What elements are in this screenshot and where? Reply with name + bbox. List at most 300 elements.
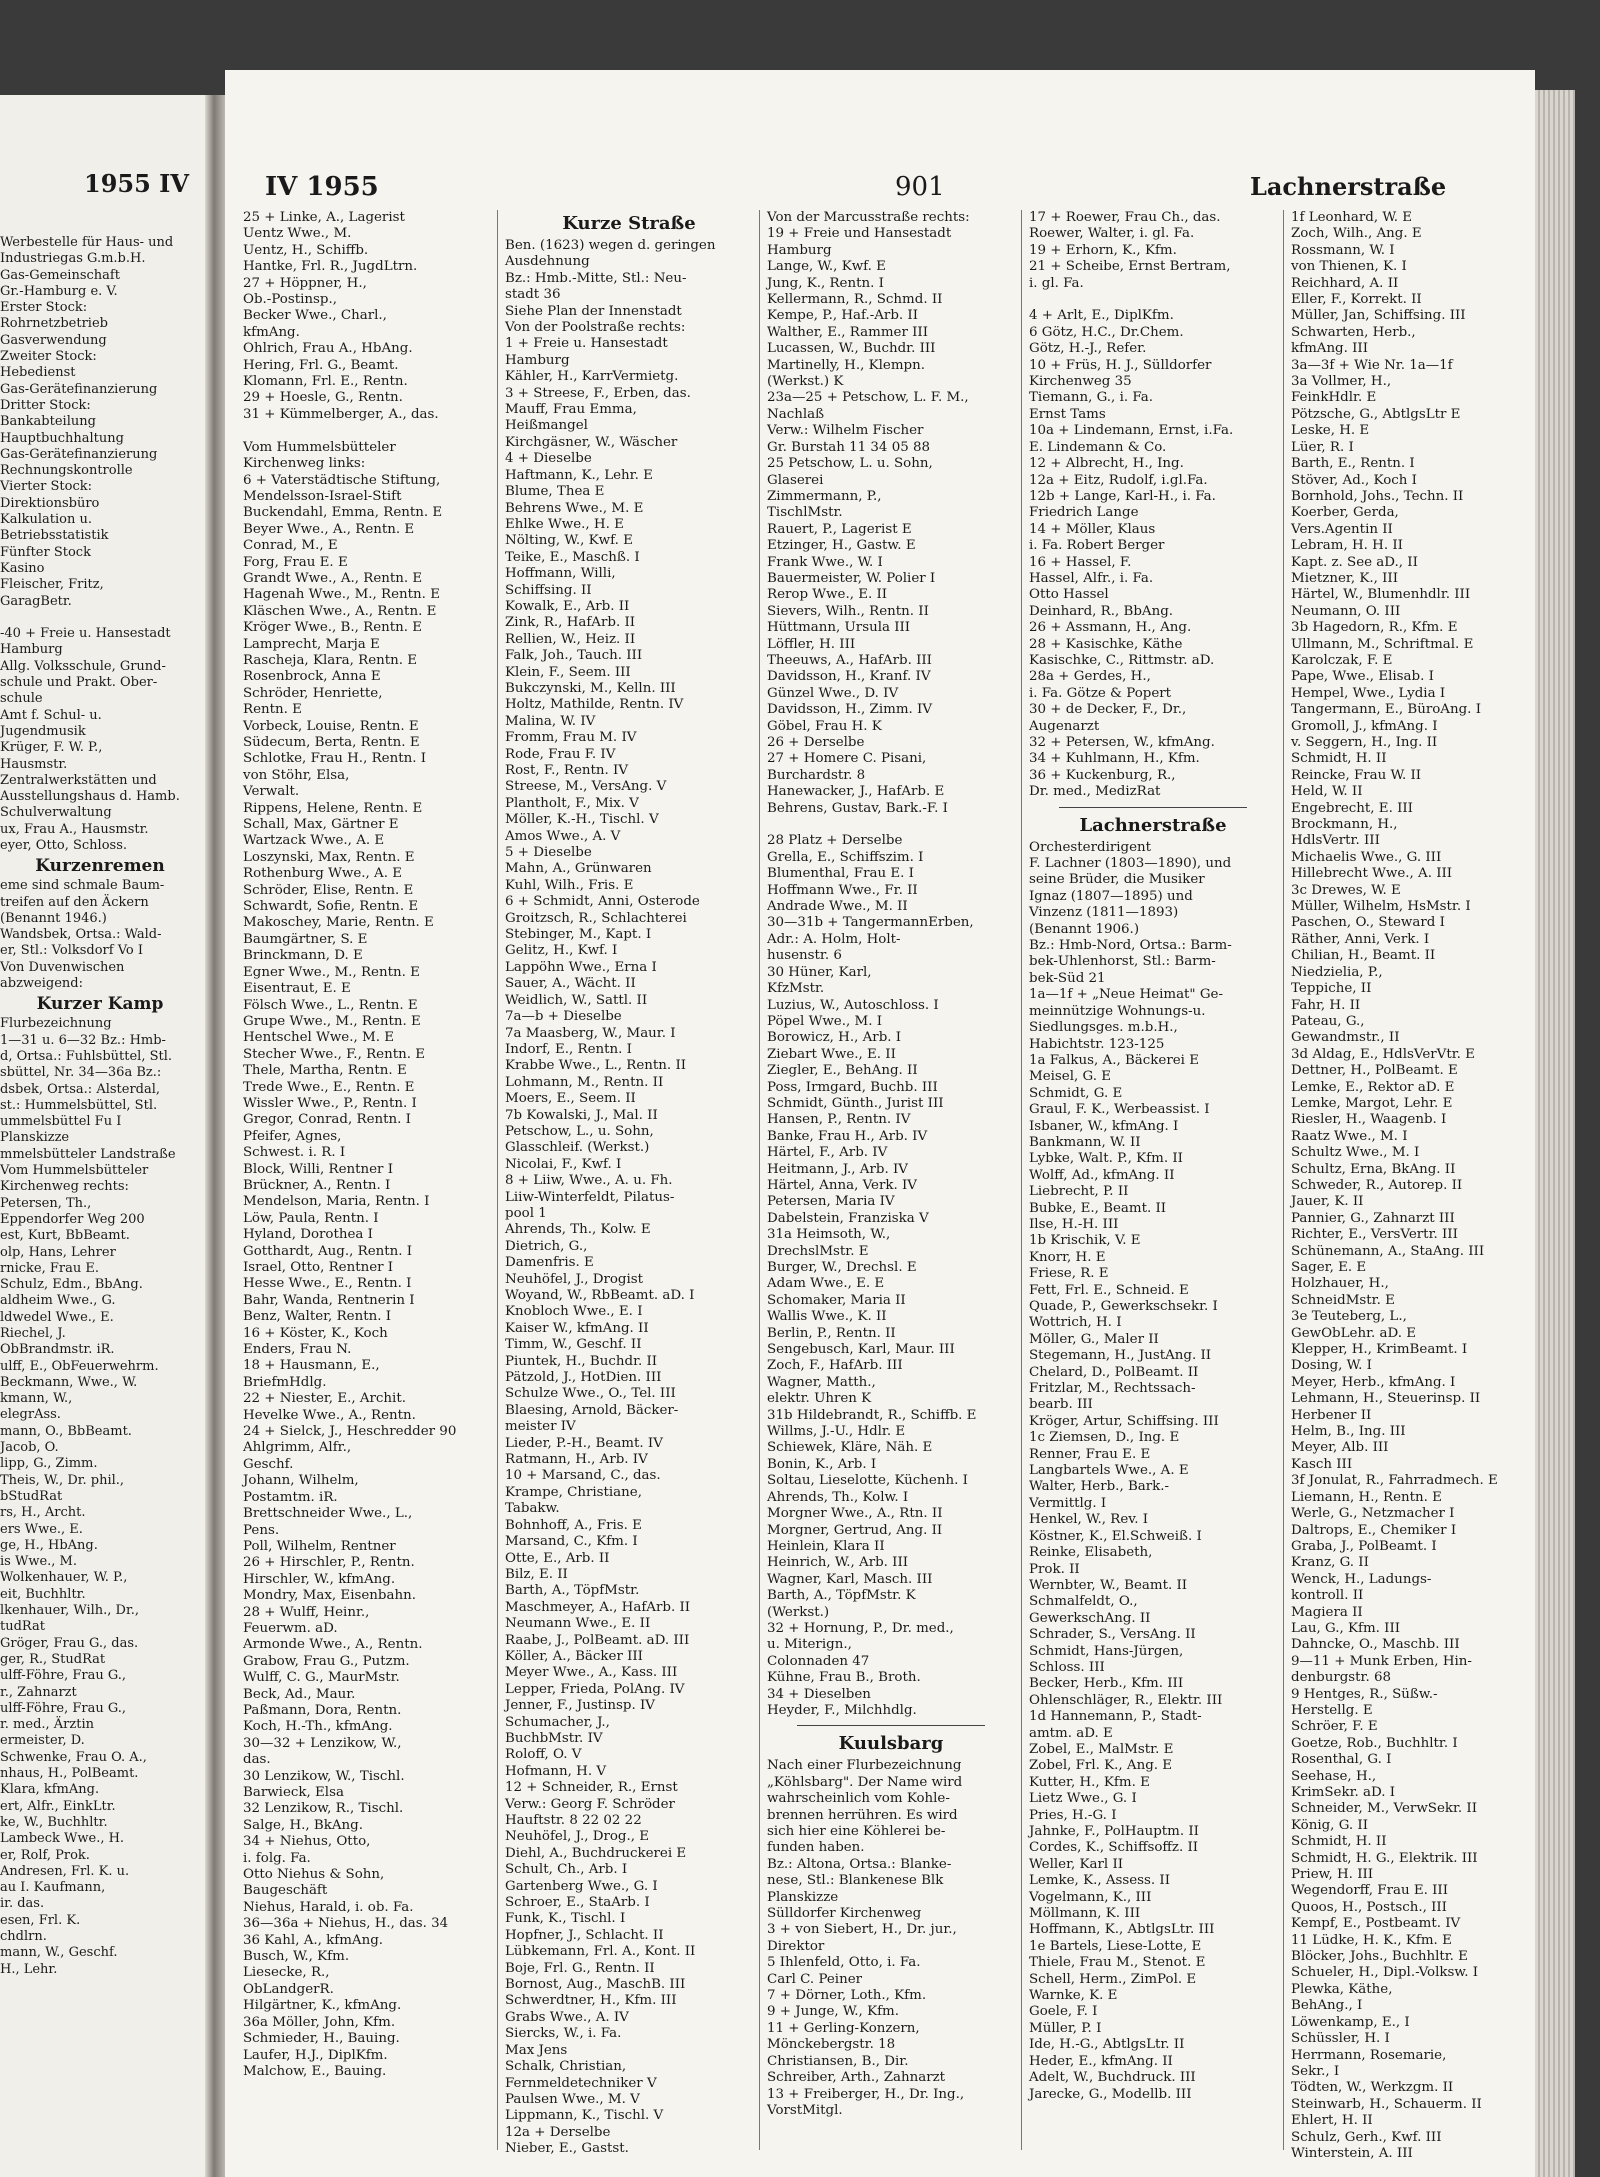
directory-line: Ob.-Postinsp., [243, 292, 337, 308]
directory-line: Hansen, P., Rentn. IV [767, 1112, 911, 1128]
directory-line: Schröer, F. E [1291, 1719, 1378, 1735]
directory-line: Verw.: Wilhelm Fischer [767, 423, 924, 439]
directory-line: Paschen, O., Steward I [1291, 915, 1445, 931]
directory-line: GaragBetr. [0, 593, 72, 609]
directory-line: Meyer, Herb., kfmAng. I [1291, 1374, 1456, 1390]
directory-line: BriefmHdlg. [243, 1374, 327, 1390]
directory-line: Bankabteilung [0, 414, 96, 430]
directory-line: Barth, E., Rentn. I [1291, 456, 1415, 472]
directory-line: Rosenbrock, Anna E [243, 669, 381, 685]
directory-line: von Thienen, K. I [1291, 259, 1407, 275]
directory-line: 1f Leonhard, W. E [1291, 210, 1413, 225]
directory-line: Wagner, Karl, Masch. III [767, 1571, 933, 1587]
directory-line: Herbener II [1291, 1407, 1372, 1423]
directory-line: Piuntek, H., Buchdr. II [505, 1353, 658, 1369]
directory-line: Frank Wwe., W. I [767, 554, 883, 570]
directory-line: Ziegler, E., BehAng. II [767, 1063, 918, 1079]
directory-line: Rechnungskontrolle [0, 463, 133, 479]
directory-line: Schüssler, H. I [1291, 2031, 1390, 2047]
directory-line: Held, W. II [1291, 784, 1363, 800]
directory-line: Direktor [767, 1938, 825, 1954]
directory-line: Bz.: Hmb-Nord, Ortsa.: Barm- [1029, 938, 1232, 954]
directory-line: Lehmann, H., Steuerinsp. II [1291, 1391, 1481, 1407]
directory-line: 30—31b + TangermannErben, [767, 915, 974, 931]
directory-line: Mendelsson-Israel-Stift [243, 488, 402, 504]
directory-line: Reincke, Frau W. II [1291, 767, 1422, 783]
directory-line: Hesse Wwe., E., Rentn. I [243, 1276, 412, 1292]
directory-line: Ausstellungshaus d. Hamb. [0, 789, 180, 805]
directory-line: Amos Wwe., A. V [505, 828, 621, 844]
directory-line: Banke, Frau H., Arb. IV [767, 1128, 928, 1144]
directory-line: Klara, kfmAng. [0, 1782, 100, 1798]
directory-line: Raatz Wwe., M. I [1291, 1128, 1408, 1144]
directory-line: Eisentraut, E. E [243, 981, 351, 997]
directory-line: 5 Ihlenfeld, Otto, i. Fa. [767, 1955, 921, 1971]
directory-line: Neuhöfel, J., Drogist [505, 1271, 644, 1287]
directory-line: Maschmeyer, A., HafArb. II [505, 1599, 691, 1615]
directory-line: Hausmstr. [0, 756, 68, 772]
directory-line: Grella, E., Schiffszim. I [767, 849, 924, 865]
directory-line: Barwieck, Elsa [243, 1785, 344, 1800]
directory-line: Busch, W., Kfm. [243, 1949, 350, 1965]
directory-line: au I. Kaufmann, [0, 1880, 106, 1896]
directory-line: Kühne, Frau B., Broth. [767, 1670, 921, 1686]
directory-line: KrimSekr. aD. I [1291, 1785, 1396, 1800]
directory-line: Kirchenweg links: [243, 456, 366, 472]
directory-line: Rossmann, W. I [1291, 242, 1395, 258]
directory-line: Nieber, E., Gastst. [505, 2141, 629, 2157]
directory-line: Pateau, G., [1291, 1013, 1365, 1029]
directory-line: Koch, H.-Th., kfmAng. [243, 1719, 393, 1735]
directory-line: Ahlgrimm, Alfr., [243, 1440, 352, 1456]
directory-line: Gasverwendung [0, 332, 107, 348]
directory-line: Beck, Ad., Maur. [243, 1686, 356, 1702]
directory-line: Funk, K., Tischl. I [505, 1911, 626, 1927]
directory-line: Schneider, M., VerwSekr. II [1291, 1801, 1478, 1817]
directory-line: König, G. II [1291, 1817, 1369, 1833]
directory-line: 12b + Lange, Karl-H., i. Fa. [1029, 488, 1216, 504]
directory-line: Liebrecht, P. II [1029, 1184, 1129, 1200]
directory-line: Schueler, H., Dipl.-Volksw. I [1291, 1965, 1479, 1981]
directory-line: Von Duvenwischen [0, 959, 125, 975]
directory-line: Goetze, Rob., Buchhltr. I [1291, 1735, 1458, 1751]
directory-line: aldheim Wwe., G. [0, 1293, 116, 1309]
directory-line: Heinlein, Klara II [767, 1538, 885, 1554]
directory-line: Indorf, E., Rentn. I [505, 1041, 632, 1057]
directory-line: 6 + Vaterstädtische Stiftung, [243, 472, 441, 488]
directory-line: 1b Krischik, V. E [1029, 1233, 1141, 1249]
directory-line: Zink, R., HafArb. II [505, 615, 636, 631]
directory-line: Schröder, Henriette, [243, 685, 383, 701]
directory-line: Hempel, Wwe., Lydia I [1291, 685, 1446, 701]
directory-line: Jacob, O. [0, 1440, 59, 1456]
directory-line: Kalkulation u. [0, 512, 92, 528]
directory-line: Zoch, Wilh., Ang. E [1291, 226, 1422, 242]
directory-line: Ohlenschläger, R., Elektr. III [1029, 1692, 1223, 1708]
directory-line: Priew, H. III [1291, 1867, 1374, 1883]
directory-line: Nölting, W., Kwf. E [505, 533, 633, 549]
directory-line: 3e Teuteberg, L., [1291, 1309, 1407, 1325]
column-3 [767, 210, 1015, 2150]
directory-line: Hagenah Wwe., M., Rentn. E [243, 587, 440, 603]
directory-line: Otte, E., Arb. II [505, 1550, 610, 1566]
directory-line: Wagner, Matth., [767, 1374, 876, 1390]
directory-line: Postamtm. iR. [243, 1489, 338, 1505]
directory-line: r., Zahnarzt [0, 1684, 77, 1700]
directory-line: Ahrends, Th., Kolw. E [505, 1222, 651, 1238]
directory-line: Falk, Joh., Tauch. III [505, 648, 643, 664]
directory-line: Schultz, Erna, BkAng. II [1291, 1161, 1456, 1177]
directory-line: Hoffmann, K., AbtlgsLtr. III [1029, 1922, 1215, 1938]
directory-line: Bukczynski, M., Kelln. III [505, 680, 676, 696]
directory-line: 32 + Petersen, W., kfmAng. [1029, 735, 1215, 750]
directory-line: Behrens Wwe., M. E [505, 500, 644, 516]
directory-line: 9 Hentges, R., Süßw.- [1291, 1686, 1438, 1702]
directory-line: Hamburg [0, 642, 63, 658]
directory-line: r. med., Ärztin [0, 1717, 94, 1733]
directory-line: lipp, G., Zimm. [0, 1456, 98, 1472]
directory-line: Hoffmann Wwe., Fr. II [767, 882, 918, 898]
directory-line: 4 + Arlt, E., DiplKfm. [1029, 308, 1174, 324]
directory-line: Stöver, Ad., Koch I [1291, 472, 1417, 488]
directory-line: Hentschel Wwe., M. E [243, 1030, 394, 1046]
directory-line: Kaiser W., kfmAng. II [505, 1320, 649, 1336]
directory-line: Knobloch Wwe., E. I [505, 1304, 643, 1320]
directory-line: Eller, F., Korrekt. II [1291, 292, 1422, 308]
directory-line: Trede Wwe., E., Rentn. E [243, 1079, 415, 1095]
directory-line: 1a Falkus, A., Bäckerei E [1029, 1052, 1199, 1068]
directory-line [0, 610, 200, 626]
directory-line: Raabe, J., PolBeamt. aD. III [505, 1632, 690, 1648]
directory-line: Koerber, Gerda, [1291, 505, 1399, 521]
directory-line: Knorr, H. E [1029, 1249, 1106, 1265]
directory-line: Plewka, Käthe, [1291, 1981, 1393, 1997]
directory-line: Jauer, K. II [1291, 1194, 1364, 1210]
directory-line: eyer, Otto, Schloss. [0, 837, 127, 853]
directory-line: Schröder, Elise, Rentn. E [243, 882, 414, 898]
directory-line: „Köhlsbarg". Der Name wird [767, 1774, 963, 1790]
directory-line: Blumenthal, Frau E. I [767, 866, 914, 882]
directory-line: Wissler Wwe., P., Rentn. I [243, 1095, 417, 1111]
directory-line: 31b Hildebrandt, R., Schiffb. E [767, 1407, 977, 1423]
directory-line: Hebedienst [0, 365, 76, 381]
directory-line: Von der Poolstraße rechts: [505, 320, 686, 336]
directory-line: Schiewek, Kläre, Näh. E [767, 1440, 933, 1456]
directory-line: Morgner Wwe., A., Rtn. II [767, 1506, 943, 1522]
directory-line: 26 + Assmann, H., Ang. [1029, 620, 1192, 636]
directory-line: Hamburg [505, 352, 570, 368]
directory-line: Thiele, Frau M., Stenot. E [1029, 1955, 1206, 1971]
directory-line: das. [243, 1752, 271, 1768]
directory-line: Zoch, F., HafArb. III [767, 1358, 903, 1374]
directory-line: Kempe, P., Haf.-Arb. II [767, 308, 918, 324]
directory-line: seine Brüder, die Musiker [1029, 872, 1205, 888]
directory-line: treifen auf den Äckern [0, 894, 149, 910]
directory-line: u. Miterign., [767, 1637, 852, 1653]
directory-line: Tabakw. [505, 1501, 560, 1517]
directory-line: Schell, Herm., ZimPol. E [1029, 1971, 1197, 1987]
directory-line: 30 + de Decker, F., Dr., [1029, 702, 1187, 718]
directory-line: Block, Willi, Rentner I [243, 1161, 393, 1177]
directory-line: Schultz Wwe., M. I [1291, 1145, 1420, 1161]
directory-line: Pöpel Wwe., M. I [767, 1013, 882, 1029]
directory-line: Niehus, Harald, i. ob. Fa. [243, 1899, 414, 1915]
directory-line: 10 + Marsand, C., das. [505, 1468, 661, 1484]
directory-line: Woyand, W., RbBeamt. aD. I [505, 1288, 695, 1303]
directory-line: elegrAss. [0, 1407, 61, 1423]
directory-line: 9—11 + Munk Erben, Hin- [1291, 1653, 1472, 1669]
directory-line: Verw.: Georg F. Schröder [505, 1796, 675, 1812]
directory-line: Morgner, Gertrud, Ang. II [767, 1522, 943, 1538]
directory-line: Ziebart Wwe., E. II [767, 1046, 896, 1062]
directory-line: Kranz, G. II [1291, 1555, 1369, 1571]
directory-line: mann, W., Geschf. [0, 1945, 118, 1961]
directory-line: sbüttel, Nr. 34—36a Bz.: [0, 1065, 162, 1081]
directory-line: 3f Jonulat, R., Fahrradmech. E [1291, 1473, 1498, 1489]
directory-line: Benz, Walter, Rentn. I [243, 1309, 392, 1325]
directory-line: Lemke, Margot, Lehr. E [1291, 1095, 1453, 1111]
directory-line: Siercks, W., i. Fa. [505, 2026, 622, 2042]
directory-line: kmann, W., [0, 1391, 73, 1407]
directory-line: Zobel, E., MalMstr. E [1029, 1741, 1174, 1757]
column-rule [1021, 210, 1022, 2150]
directory-line: Pötzsche, G., AbtlgsLtr E [1291, 406, 1461, 422]
directory-line: Hamburg [767, 242, 832, 258]
directory-line: Löwenkamp, E., I [1291, 2014, 1410, 2030]
directory-line: Magiera II [1291, 1604, 1363, 1620]
directory-line: ux, Frau A., Hausmstr. [0, 821, 149, 837]
directory-line: Lebram, H. H. II [1291, 538, 1403, 554]
directory-line: 1d Hannemann, P., Stadt- [1029, 1709, 1202, 1725]
directory-line: Etzinger, H., Gastw. E [767, 538, 916, 554]
directory-line: Lemke, K., Assess. II [1029, 1873, 1171, 1889]
directory-line: Jugendmusik [0, 723, 86, 739]
directory-line: Tangermann, E., BüroAng. I [1291, 702, 1481, 718]
directory-line: Rellien, W., Heiz. II [505, 631, 636, 647]
directory-line: Heitmann, J., Arb. IV [767, 1161, 908, 1177]
directory-line: Planskizze [0, 1130, 70, 1146]
directory-line: 1c Ziemsen, D., Ing. E [1029, 1430, 1180, 1446]
heading-kurzenremen: Kurzenremen [35, 856, 165, 877]
directory-line: Schmalfeldt, O., [1029, 1594, 1138, 1610]
directory-line: Ignaz (1807—1895) und [1029, 888, 1193, 904]
directory-line: Vers.Agentin II [1291, 521, 1393, 537]
directory-line: Kempf, E., Postbeamt. IV [1291, 1916, 1461, 1932]
directory-line: Rohrnetzbetrieb [0, 316, 108, 332]
directory-line [1029, 292, 1277, 308]
directory-line: Graba, J., PolBeamt. I [1291, 1538, 1437, 1554]
directory-line: Steinwarb, H., Schauerm. II [1291, 2096, 1482, 2112]
directory-line: Buckendahl, Emma, Rentn. E [243, 505, 443, 521]
left-page-column [0, 235, 200, 2165]
directory-line: ir. das. [0, 1896, 45, 1912]
directory-line: (Werkst.) K [767, 374, 844, 390]
directory-line: Lybke, Walt. P., Kfm. II [1029, 1151, 1183, 1167]
directory-line: est, Kurt, BbBeamt. [0, 1228, 130, 1244]
directory-line: Ullmann, M., Schriftmal. E [1291, 636, 1474, 652]
directory-line: bearb. III [1029, 1397, 1093, 1413]
directory-line: ummelsbüttel Fu I [0, 1114, 122, 1130]
directory-line: Baumgärtner, S. E [243, 931, 368, 947]
directory-line: Eppendorfer Weg 200 [0, 1211, 145, 1227]
directory-line: Haftmann, K., Lehr. E [505, 467, 653, 483]
directory-line: Malchow, E., Bauing. [243, 2063, 387, 2079]
directory-line: 12 + Albrecht, H., Ing. [1029, 456, 1184, 472]
directory-line: Renner, Frau E. E [1029, 1446, 1151, 1462]
directory-line: ert, Alfr., EinkLtr. [0, 1798, 116, 1814]
directory-line: Schwerdtner, H., Kfm. III [505, 1993, 677, 2009]
directory-line: Reichhard, A. II [1291, 275, 1399, 291]
directory-line: Max Jens [505, 2042, 568, 2058]
directory-line: Allg. Volksschule, Grund- [0, 658, 166, 674]
directory-line: Stegemann, H., JustAng. II [1029, 1348, 1212, 1364]
directory-line: Gelitz, H., Kwf. I [505, 943, 618, 959]
directory-line: 16 + Köster, K., Koch [243, 1325, 388, 1341]
directory-line: Schwarten, Herb., [1291, 324, 1416, 340]
directory-line: Wolkenhauer, W. P., [0, 1570, 128, 1586]
directory-line: Nachlaß [767, 406, 825, 422]
page-edges [1535, 90, 1575, 2177]
directory-line: Fleischer, Fritz, [0, 577, 104, 593]
directory-line: Meyer Wwe., A., Kass. III [505, 1665, 678, 1681]
directory-line: Fünfter Stock [0, 544, 91, 560]
directory-line: Fölsch Wwe., L., Rentn. E [243, 997, 418, 1013]
directory-line: Härtel, F., Arb. IV [767, 1145, 888, 1161]
directory-line: 3a Vollmer, H., [1291, 374, 1392, 390]
directory-line: Orchesterdirigent [1029, 839, 1152, 855]
directory-line: wahrscheinlich vom Kohle- [767, 1791, 950, 1807]
directory-line: Streese, M., VersAng. V [505, 779, 667, 795]
directory-line: ge, H., HbAng. [0, 1537, 98, 1553]
directory-line: Mendelson, Maria, Rentn. I [243, 1194, 430, 1210]
directory-line: Kasischke, C., Rittmstr. aD. [1029, 652, 1215, 668]
directory-line: Sauer, A., Wächt. II [505, 976, 636, 992]
directory-line: 4 + Dieselbe [505, 451, 592, 467]
directory-line: Bonin, K., Arb. I [767, 1456, 877, 1472]
directory-line: 16 + Hassel, F. [1029, 554, 1132, 570]
directory-line: Blume, Thea E [505, 484, 605, 500]
directory-line: Direktionsbüro [0, 495, 100, 511]
directory-line: Israel, Otto, Rentner I [243, 1260, 394, 1275]
directory-line: Pätzold, J., HotDien. III [505, 1370, 662, 1386]
directory-line: Henkel, W., Rev. I [1029, 1512, 1149, 1528]
directory-line: Ohlrich, Frau A., HbAng. [243, 341, 413, 357]
directory-line: Adam Wwe., E. E [767, 1276, 885, 1292]
directory-line: ke, W., Buchhltr. [0, 1814, 108, 1830]
directory-line: Wernbter, W., Beamt. II [1029, 1577, 1188, 1593]
directory-line: Glaserei [767, 472, 824, 488]
directory-line: 19 + Freie und Hansestadt [767, 226, 952, 242]
directory-line: dsbek, Ortsa.: Alsterdal, [0, 1081, 161, 1097]
directory-line: schule [0, 691, 43, 707]
directory-line: is Wwe., M. [0, 1554, 77, 1570]
directory-line: Malina, W. IV [505, 713, 596, 729]
directory-line: 25 + Linke, A., Lagerist [243, 210, 405, 225]
heading-kuulsbarg: Kuulsbarg [838, 1733, 944, 1755]
directory-line: Werle, G., Netzmacher I [1291, 1506, 1455, 1522]
directory-line: Kläschen Wwe., A., Rentn. E [243, 603, 437, 619]
directory-line: schule und Prakt. Ober- [0, 675, 158, 691]
directory-line: Laufer, H.J., DiplKfm. [243, 2047, 388, 2063]
directory-line: Fett, Frl. E., Schneid. E [1029, 1282, 1189, 1298]
directory-line: Boje, Frl. G., Rentn. II [505, 1960, 655, 1976]
directory-line: esen, Frl. K. [0, 1912, 81, 1928]
directory-line: Christiansen, B., Dir. [767, 2053, 909, 2069]
directory-line: 5 + Dieselbe [505, 845, 592, 861]
directory-line: Bornhold, Johs., Techn. II [1291, 488, 1464, 504]
directory-line: Nach einer Flurbezeichnung [767, 1758, 962, 1774]
directory-line: Schmidt, H. G., Elektrik. III [1291, 1850, 1478, 1866]
directory-line: Walther, E., Rammer III [767, 324, 928, 340]
directory-line: Weidlich, W., Sattl. II [505, 992, 648, 1008]
directory-line: Dritter Stock: [0, 397, 91, 413]
directory-line: Möller, K.-H., Tischl. V [505, 812, 659, 828]
directory-line: Günzel Wwe., D. IV [767, 685, 899, 701]
directory-line: Kutter, H., Kfm. E [1029, 1774, 1150, 1790]
directory-line: Uentz, H., Schiffb. [243, 242, 369, 258]
directory-line: Richter, E., VersVertr. III [1291, 1227, 1458, 1243]
directory-line: GewerkschAng. II [1029, 1610, 1151, 1626]
directory-line: nese, Stl.: Blankenese Blk [767, 1873, 944, 1889]
directory-line: Schmidt, G. E [1029, 1085, 1123, 1101]
directory-line: Brettschneider Wwe., L., [243, 1506, 413, 1522]
left-page [0, 95, 205, 2177]
directory-line: Poll, Wilhelm, Rentner [243, 1538, 396, 1554]
directory-line: Paßmann, Dora, Rentn. [243, 1702, 402, 1718]
directory-line: Härtel, W., Blumenhdlr. III [1291, 587, 1471, 603]
directory-line: Heder, E., kfmAng. II [1029, 2053, 1173, 2069]
directory-line: Dietrich, G., [505, 1238, 588, 1254]
directory-line: kontroll. II [1291, 1588, 1364, 1604]
directory-line: Schwenke, Frau O. A., [0, 1749, 147, 1765]
directory-line: Davidsson, H., Zimm. IV [767, 702, 932, 718]
directory-line: Chelard, D., PolBeamt. II [1029, 1364, 1199, 1380]
directory-line: Von der Marcusstraße rechts: [767, 210, 970, 225]
directory-line: ermeister, D. [0, 1733, 85, 1749]
directory-line: Rentn. E [243, 702, 302, 718]
directory-line: Teike, E., Maschß. I [505, 549, 640, 565]
directory-line: Tödten, W., Werkzgm. II [1291, 2080, 1454, 2096]
directory-line: 13 + Freiberger, H., Dr. Ing., [767, 2086, 965, 2102]
directory-line: Augenarzt [1029, 718, 1100, 734]
directory-line: Luzius, W., Autoschloss. I [767, 997, 939, 1013]
directory-line: Siedlungsges. m.b.H., [1029, 1020, 1178, 1036]
directory-line: Burchardstr. 8 [767, 767, 866, 783]
directory-line: 7 + Dörner, Loth., Kfm. [767, 1988, 927, 2004]
directory-line: Liiw-Winterfeldt, Pilatus- [505, 1189, 675, 1205]
directory-line: Vinzenz (1811—1893) [1029, 905, 1179, 921]
directory-line: Quoos, H., Postsch., III [1291, 1899, 1447, 1915]
directory-line: Theis, W., Dr. phil., [0, 1472, 125, 1488]
directory-line: chdlrn. [0, 1928, 47, 1944]
directory-line: Rode, Frau F. IV [505, 746, 616, 762]
directory-line: Mondry, Max, Eisenbahn. [243, 1588, 416, 1604]
directory-line: -40 + Freie u. Hansestadt [0, 626, 171, 642]
directory-line: Hoffmann, Willi, [505, 566, 616, 582]
directory-line: Loszynski, Max, Rentn. E [243, 849, 415, 865]
directory-line: Timm, W., Geschf. II [505, 1337, 642, 1353]
directory-line: Lappöhn Wwe., Erna I [505, 959, 657, 975]
directory-line: Helm, B., Ing. III [1291, 1424, 1406, 1440]
directory-line: Lamprecht, Marja E [243, 636, 380, 652]
directory-line: Otto Hassel [1029, 587, 1109, 603]
directory-line: Niedzielia, P., [1291, 964, 1383, 980]
directory-line: 30 Lenzikow, W., Tischl. [243, 1768, 405, 1784]
directory-line: Kähler, H., KarrVermietg. [505, 369, 679, 385]
directory-line: Borowicz, H., Arb. I [767, 1030, 902, 1046]
directory-line: Karolczak, F. E [1291, 652, 1393, 668]
directory-line: Langbartels Wwe., A. E [1029, 1463, 1189, 1479]
